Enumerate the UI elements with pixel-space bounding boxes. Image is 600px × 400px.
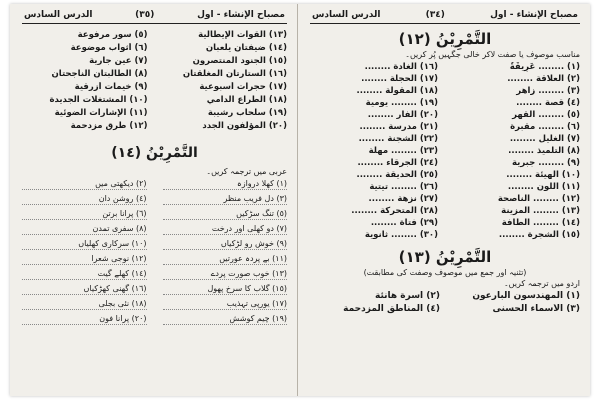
- exercise-14-instruction: عربی میں ترجمہ کریں۔: [206, 167, 287, 176]
- list-item: (١٨) نئی بجلی: [22, 299, 147, 310]
- list-item: (٥) سور مرفوعة: [77, 30, 148, 40]
- left-page: [10, 4, 298, 396]
- list-item: (١٢) ........ الناصحة: [497, 194, 580, 204]
- list-item: (١٧) الحجلة ........: [361, 74, 438, 84]
- list-item: (١٥) گلاب کا سرخ پھول: [163, 284, 288, 295]
- left-exercise-list: [22, 30, 287, 131]
- exercise-13-instruction: (تثنیہ اور جمع میں موصوف وصفت کی مطابقت): [363, 268, 527, 277]
- list-item: (٨) سفری تمدن: [22, 224, 147, 235]
- exercise-14-title: التَّمْرِيْنُ (١٤): [111, 145, 198, 161]
- list-item: (١٠) الهيئة ........: [506, 170, 580, 180]
- list-item: (١٣) القوات الإيطالية: [198, 30, 287, 40]
- list-item: (١٤) ........ الطافة: [501, 218, 580, 228]
- list-item: (٧) دو کھلی اور درخت: [163, 224, 288, 235]
- list-item: (٦) ........ مقبرة: [510, 122, 580, 132]
- list-item: (٩) خوش رو لڑکیاں: [163, 239, 288, 250]
- list-item: (٧) عين جارية: [89, 56, 148, 66]
- list-item: (٦) أثواب موضوعة: [70, 43, 148, 53]
- list-item: (١٦) الستارتان المغلقتان: [182, 69, 287, 79]
- list-item: (١٩) سلحاب رشيبة: [207, 108, 287, 118]
- list-item: (١٣) ........ المزينة: [501, 206, 580, 216]
- list-item: (٤) المناطق المزدحمة: [343, 304, 440, 314]
- list-item: (٧) الغليل ........: [509, 134, 580, 144]
- list-item: (٢٨) المتحركة ........: [351, 206, 438, 216]
- list-item: (١١) اللون ........: [507, 182, 580, 192]
- list-item: (٢٧) نزهة ........: [368, 194, 438, 204]
- list-item: (١٨) المقولة ........: [356, 86, 438, 96]
- list-item: (١٠) سرکاری کھلیاں: [22, 239, 147, 250]
- list-item: (٤) قصة ........: [516, 98, 580, 108]
- list-item: (١٥) الشجرة ........: [498, 230, 580, 240]
- list-item: (٢) أسرة هانئة: [375, 291, 440, 301]
- list-item: (١) ........ عَرِيقَةٌ: [509, 62, 580, 72]
- exercise-13-list: [310, 291, 580, 314]
- exercise-12-title: التَّمْرِيْنُ (١٢): [398, 30, 492, 48]
- list-item: (١٤) کھلے گیت: [22, 269, 147, 280]
- list-item: (١٧) یورپی تہذیب: [163, 299, 288, 310]
- list-item: (٤) روشن دان: [22, 194, 147, 205]
- list-item: (٢١) مدرسة ........: [359, 122, 438, 132]
- list-item: (١٩) ........ يومية: [365, 98, 438, 108]
- right-page-header: [310, 8, 580, 24]
- page-number: (٣٤): [425, 10, 445, 20]
- exercise-12-list: [310, 62, 580, 240]
- list-item: (١٠) المشتغلات الجديدة: [49, 95, 148, 105]
- right-page: [298, 4, 590, 396]
- list-item: (٢٦) ........ تيتية: [369, 182, 438, 192]
- list-item: (٣) دل فریب منظر: [163, 194, 288, 205]
- left-page-header: [22, 8, 287, 24]
- list-item: (١٩) چیم کوشش: [163, 314, 288, 325]
- list-item: (١٨) الطراع الدامي: [206, 95, 287, 105]
- list-item: (١) کھلا دروازہ: [163, 179, 288, 190]
- open-book: [10, 4, 590, 396]
- book-title: مصباح الإنشاء - اول: [197, 10, 285, 20]
- list-item: (٢٥) الحديقة ........: [356, 170, 438, 180]
- list-item: (١١) بے پردہ عورتیں: [163, 254, 288, 265]
- list-item: (١٢) نوجی شعرا: [22, 254, 147, 265]
- page-number: (٣٥): [135, 10, 155, 20]
- list-item: (٢٤) الجرقاء ........: [357, 158, 438, 168]
- list-item: (١٧) حجرات أسبوعية: [199, 82, 287, 92]
- list-item: (٣) الأسماء الحسنى: [492, 304, 580, 314]
- list-item: (٥) ........ القهر: [512, 110, 580, 120]
- list-item: (٢) دیکھتی میں: [22, 179, 147, 190]
- list-item: (٦) پرانا برتن: [22, 209, 147, 220]
- list-item: (٢٠) الفار ........: [367, 110, 438, 120]
- exercise-12-instruction: مناسب موصوف یا صفت لاکر خالی جگہیں پُر کریں۔: [405, 50, 580, 59]
- list-item: (١١) الإشارات الضوئية: [54, 108, 148, 118]
- exercise-13-title: التَّمْرِيْنُ (١٣): [398, 248, 492, 266]
- list-item: (٢٠) پرانا فون: [22, 314, 147, 325]
- list-item: (٥) تنگ سڑکیں: [163, 209, 288, 220]
- list-item: (٨) التلميذ ........: [508, 146, 580, 156]
- list-item: (١) المهندسون البارعون: [472, 291, 580, 301]
- list-item: (٢) العلاقة ........: [507, 74, 580, 84]
- list-item: (١٦) گھنی کھڑکیاں: [22, 284, 147, 295]
- book-title: مصباح الإنشاء - اول: [490, 10, 578, 20]
- list-item: (٢٣) ........ مهلة: [368, 146, 438, 156]
- list-item: (٣) ........ زاهر: [516, 86, 580, 96]
- exercise-14-list: [22, 179, 287, 325]
- list-item: (٨) الطالبتان الناجحتان: [51, 69, 148, 79]
- exercise-13-lead: اردو میں ترجمہ کریں۔: [503, 279, 580, 288]
- list-item: (٣٠) ........ ثانوية: [364, 230, 438, 240]
- list-item: (٢٩) فتاة ........: [370, 218, 438, 228]
- list-item: (٢٠) المؤلفون الجدد: [202, 121, 287, 131]
- list-item: (٩) خيمات أزرقية: [74, 82, 148, 92]
- list-item: (١٦) الغادة ........: [364, 62, 438, 72]
- list-item: (٩) ........ جبرية: [512, 158, 580, 168]
- list-item: (١٣) خوب صورت پردے: [163, 269, 288, 280]
- list-item: (٢٢) الشجنة ........: [358, 134, 438, 144]
- list-item: (١٤) ضيفتان يلعبان: [205, 43, 287, 53]
- list-item: (١٢) طرق مزدحمة: [70, 121, 148, 131]
- lesson-title: الدرس السادس: [312, 10, 381, 20]
- lesson-title: الدرس السادس: [24, 10, 93, 20]
- list-item: (١٥) الجنود المنتصرون: [192, 56, 287, 66]
